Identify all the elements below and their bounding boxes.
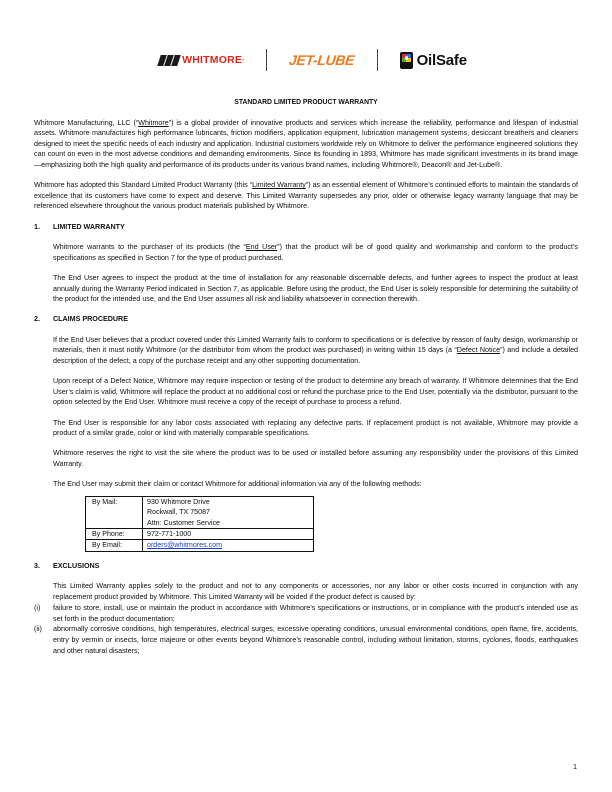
contact-row-mail — [86, 496, 314, 528]
section-2-paragraph-1: If the End User believes that a product covered under this Limited Warranty fails to conform to specifications or is defective by reason of faulty design, workmanship or materials, then it must notify Whitmore (or the distributor from whom the product was purchased) in writing within 15 days (a “Defect Notice”) and include a detailed description of the defect, a copy of the purchase receipt and any other supporting documentation. — [53, 335, 579, 366]
section-1-paragraph-1: Whitmore warrants to the purchaser of its products (the “End User”) that the product will be of good quality and workmanship and conform to the product’s specifications as specified in Section 7 for the type of product purchased. — [53, 243, 578, 262]
section-2-paragraph-5: The End User may submit their claim or contact Whitmore for additional information via any of the following methods: — [53, 480, 422, 489]
page-number: 1 — [573, 762, 577, 771]
intro-paragraph-2: Whitmore has adopted this Standard Limited Product Warranty (this “Limited Warranty”) as an essential element of Whitmore’s continued efforts to maintain the standards of excellence that its customers have come to expect and deserve. This Limited Warranty supersedes any prior, older or otherwise legacy warranty language that may be referenced elsewhere throughout the various product materials published by Whitmore. — [34, 181, 578, 211]
logo-divider — [266, 49, 267, 71]
intro-paragraph-1: Whitmore Manufacturing, LLC (“Whitmore”) is a global provider of innovative products and services which increase the reliability, performance and lifespan of industrial assets. Whitmore manufactures high performance lubricants, friction modifiers, application equipment, lubrication management systems, desiccant breathers and cleaners designed to meet the specific needs of each industry and application. Industrial customers worldwide rely on Whitmore to deliver the performance engineered solutions they can count on even in the most adverse conditions and demanding environments. Since its founding in 1893, Whitmore has made significant investments in its brand image—emphasizing both the high quality and performance of its products under its various brand names, including Whitmore®, Deacon® and Jet-Lube®. — [34, 118, 578, 169]
section-3-paragraph-1: This Limited Warranty applies solely to the product and not to any components or accessories, nor any labor or other costs incurred in conjunction with any replacement product provided by Whitmore. This Limited Warranty will be voided if the product defect is caused by: — [53, 582, 578, 601]
warranty-document — [34, 97, 578, 656]
section-3-heading: 3. EXCLUSIONS — [34, 561, 100, 570]
section-2-heading: 2. CLAIMS PROCEDURE — [34, 315, 128, 324]
section-1-paragraph-2: The End User agrees to inspect the product at the time of installation for any reasonable discernable defects, and further agrees to inspect the product at least annually during the Warranty Period indicated in Section 7, as applicable. Before using the product, the End User is solely responsible for determining the suitability of the product for the intended use, and the End User assumes all risk and liability whatsoever in connection therewith. — [53, 273, 578, 304]
exclusions-list — [34, 603, 578, 656]
oilsafe-logo-text: OilSafe — [416, 51, 467, 69]
defined-term-limited-warranty: Limited Warranty — [252, 181, 306, 190]
section-2-paragraph-4: Whitmore reserves the right to visit the site where the product was to be used or installed before assuming any responsibility under the provisions of this Limited Warranty. — [53, 449, 578, 468]
section-2-paragraph-2: Upon receipt of a Defect Notice, Whitmore may require inspection or testing of the product to determine any breach of warranty. If Whitmore determines that the End User’s claim is valid, Whitmore will replace the product at no additional cost or refund the purchase price to the End User, potentially via the distributor, pursuant to the option selected by the End User. Whitmore must receive a copy of the receipt of purchase to process a refund. — [53, 377, 578, 407]
oilsafe-logo — [400, 52, 467, 69]
whitmore-logo-text: WHITMORE — [182, 54, 243, 66]
contact-row-email — [86, 540, 314, 551]
mail-label: By Mail: — [86, 496, 143, 528]
email-link[interactable]: orders@whitmores.com — [147, 541, 223, 550]
defined-term-defect-notice: Defect Notice — [456, 346, 501, 355]
oilsafe-icon — [400, 52, 413, 69]
whitmore-w-mark-icon — [159, 55, 179, 66]
exclusion-item: (ii) abnormally corrosive conditions, high temperatures, electrical surges, excessive operating conditions, unusual environmental conditions, open flame, fire, accidents, entry by vermin or insects, force majeure or other events beyond Whitmore’s reasonable control, including without limitation, storms, cyclones, floods, earthquakes and other natural disasters; — [34, 625, 578, 655]
mail-address: 930 Whitmore Drive Rockwall, TX 75087 Attn: Customer Service — [143, 496, 314, 528]
defined-term-end-user: End User — [245, 243, 278, 252]
section-2-paragraph-3: The End User is responsible for any labor costs associated with replacing any defective parts. If replacement product is not available, Whitmore may provide a product of a similar grade, color or kind with materially comparable specifications. — [53, 418, 578, 438]
section-1-heading: 1. LIMITED WARRANTY — [34, 222, 125, 231]
exclusion-item: (i) failure to store, install, use or maintain the product in accordance with Whitmore’s specifications or instructions, or in compliance with the product’s intended use as set forth in the product documentation; — [34, 604, 578, 623]
document-title: STANDARD LIMITED PRODUCT WARRANTY — [234, 97, 378, 106]
contact-methods-table — [85, 496, 314, 552]
brand-logos — [0, 46, 612, 74]
jet-lube-logo: JET-LUBE — [288, 52, 356, 68]
phone-label: By Phone: — [86, 529, 143, 540]
email-label: By Email: — [86, 540, 143, 551]
phone-number: 972-771-1000 — [143, 529, 314, 540]
logo-divider — [377, 49, 378, 71]
contact-row-phone — [86, 529, 314, 540]
defined-term-whitmore: Whitmore — [138, 118, 169, 127]
whitmore-logo: WHITMORE ® — [159, 54, 244, 66]
